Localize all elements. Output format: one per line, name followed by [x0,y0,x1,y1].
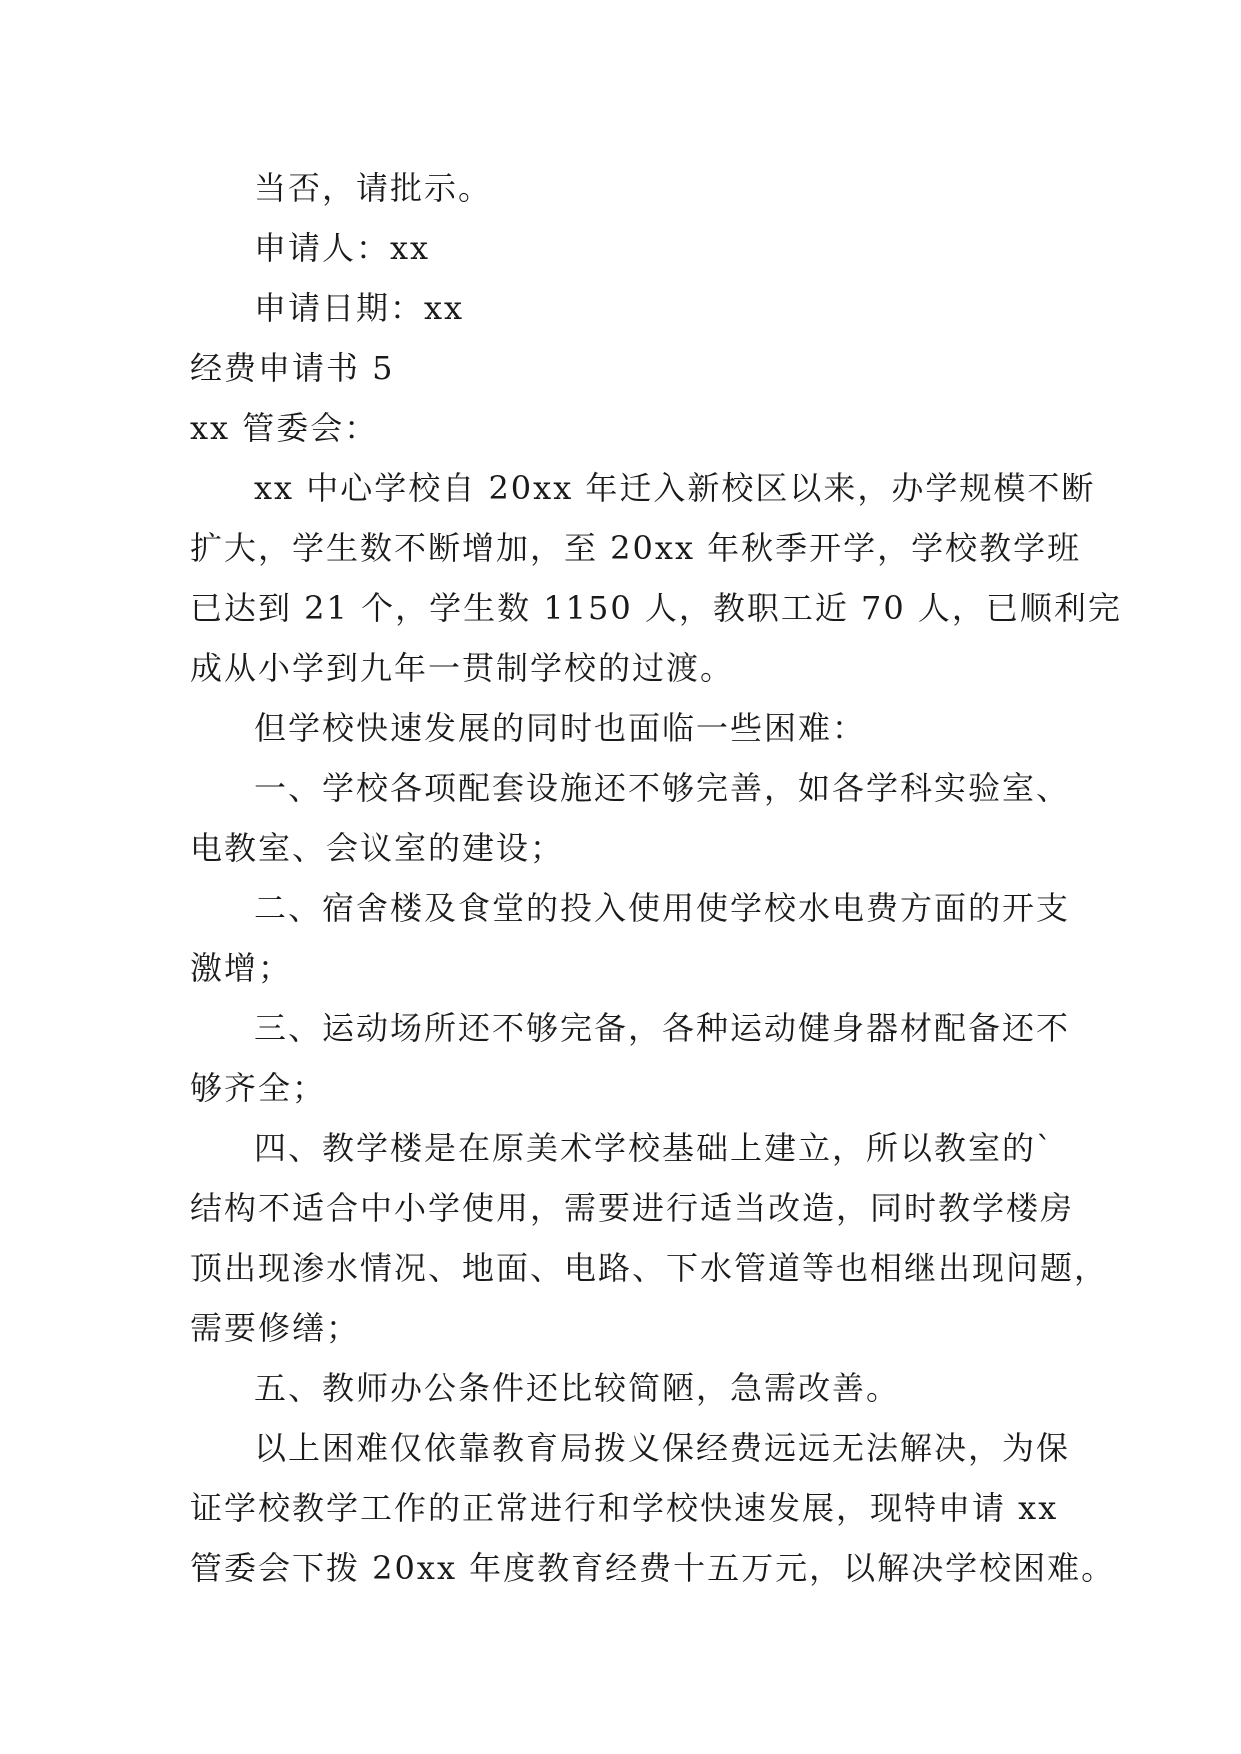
paragraph-line: 顶出现渗水情况、地面、电路、下水管道等也相继出现问题， [190,1249,1109,1287]
paragraph-line: 以上困难仅依靠教育局拨义保经费远远无法解决，为保 [254,1429,1071,1467]
paragraph-line: 够齐全； [190,1069,327,1107]
paragraph-line: 结构不适合中小学使用，需要进行适当改造，同时教学楼房 [190,1189,1075,1227]
paragraph-line: 成从小学到九年一贯制学校的过渡。 [190,649,735,687]
paragraph-line: 管委会下拨 20xx 年度教育经费十五万元，以解决学校困难。 [190,1549,1116,1587]
paragraph-line: 电教室、会议室的建设； [190,829,565,867]
application-date-line: 申请日期：xx [254,289,465,327]
letter-title: 经费申请书 5 [190,349,395,387]
paragraph-line: 证学校教学工作的正常进行和学校快速发展，现特申请 xx [190,1489,1059,1527]
paragraph-line: 但学校快速发展的同时也面临一些困难： [254,709,867,747]
applicant-line: 申请人：xx [254,229,431,267]
paragraph-line: 二、宿舍楼及食堂的投入使用使学校水电费方面的开支 [254,889,1071,927]
paragraph-line: 激增； [190,949,293,987]
paragraph-line: 已达到 21 个，学生数 1150 人，教职工近 70 人，已顺利完 [190,589,1122,627]
paragraph-line: 一、学校各项配套设施还不够完善，如各学科实验室、 [254,769,1071,807]
paragraph-line: 四、教学楼是在原美术学校基础上建立，所以教室的` [254,1129,1055,1167]
paragraph-line: 扩大，学生数不断增加，至 20xx 年秋季开学，学校教学班 [190,529,1082,567]
document-body [190,158,1122,1598]
paragraph-line: xx 中心学校自 20xx 年迁入新校区以来，办学规模不断 [254,469,1096,507]
closing-approval-line: 当否，请批示。 [254,169,493,207]
paragraph-line: 需要修缮； [190,1309,361,1347]
paragraph-line: 五、教师办公条件还比较简陋，急需改善。 [254,1369,901,1407]
letter-salutation: xx 管委会： [190,409,379,447]
paragraph-line: 三、运动场所还不够完备，各种运动健身器材配备还不 [254,1009,1071,1047]
